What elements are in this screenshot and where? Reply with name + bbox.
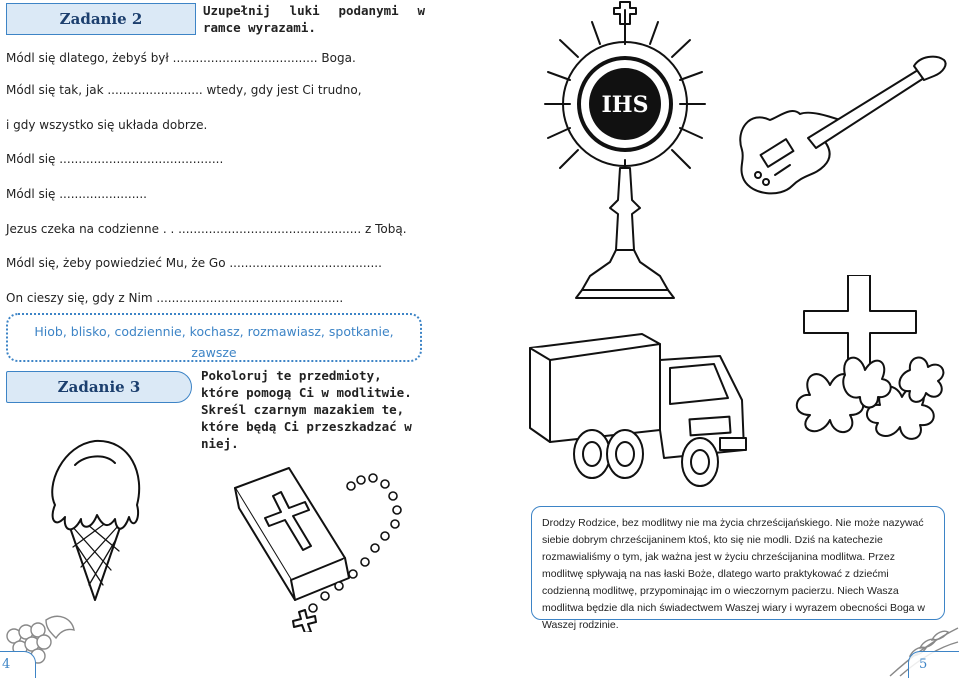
parents-note: Drodzy Rodzice, bez modlitwy nie ma życia chrześcijańskiego. Nie może nazywać siebie dobrym chrześcijaninem ktoś, kto się nie modli. Dziś na katechezie rozmawialiśmy o tym, jak ważna jest w życiu chrześcijanina modlitwa. Przez modlitwę spływają na nas łaski Boże, dlatego warto praktykować z dziećmi codzienną modlitwę, przypominając im o wieczornym pacierzu. Niech Wasza modlitwa będzie dla nich świadectwem Waszej wiary i wyrazem obecności Boga w Waszej rodzinie. [531, 506, 945, 620]
page-number-right-tab [908, 651, 959, 678]
guitar-drawing [730, 50, 950, 200]
page-number-right: 5 [919, 657, 928, 672]
cross-with-lilies-drawing [790, 275, 959, 450]
word-bank-line-1: Hiob, blisko, codziennie, kochasz, rozmawiasz, spotkanie, [34, 324, 394, 339]
fill-line-6: Jezus czeka na codzienne . . ................................................ z Tobą. [6, 222, 407, 236]
word-bank-line-2: zawsze [191, 345, 237, 360]
word-bank [6, 313, 422, 362]
page-number-left-tab [0, 651, 36, 678]
task2-label: Zadanie 2 [6, 3, 196, 35]
fill-line-1: Módl się dlatego, żebyś był ...................................... Boga. [6, 51, 356, 65]
page-number-left: 4 [2, 657, 11, 672]
fill-line-5: Módl się ....................... [6, 187, 147, 201]
monstrance-drawing [540, 0, 710, 320]
fill-line-2: Módl się tak, jak ......................... wtedy, gdy jest Ci trudno, [6, 83, 362, 97]
fill-line-3: i gdy wszystko się układa dobrze. [6, 118, 208, 132]
fill-line-8: On cieszy się, gdy z Nim ................................................. [6, 291, 344, 305]
truck-drawing [520, 320, 770, 495]
task3-label: Zadanie 3 [6, 371, 192, 403]
ice-cream-drawing [45, 435, 145, 605]
prayer-book-rosary-drawing [225, 462, 425, 632]
fill-line-7: Módl się, żeby powiedzieć Mu, że Go ........................................ [6, 256, 382, 270]
task3-instruction: Pokoloruj te przedmioty, które pomogą Ci w modlitwie. Skreśl czarnym mazakiem te, które będą Ci przeszkadzać w niej. [201, 368, 412, 451]
ihs-monogram: IHS [601, 92, 649, 118]
fill-line-4: Módl się ........................................... [6, 152, 224, 166]
task2-instruction: Uzupełnij luki podanymi w ramce wyrazami. [203, 3, 425, 35]
